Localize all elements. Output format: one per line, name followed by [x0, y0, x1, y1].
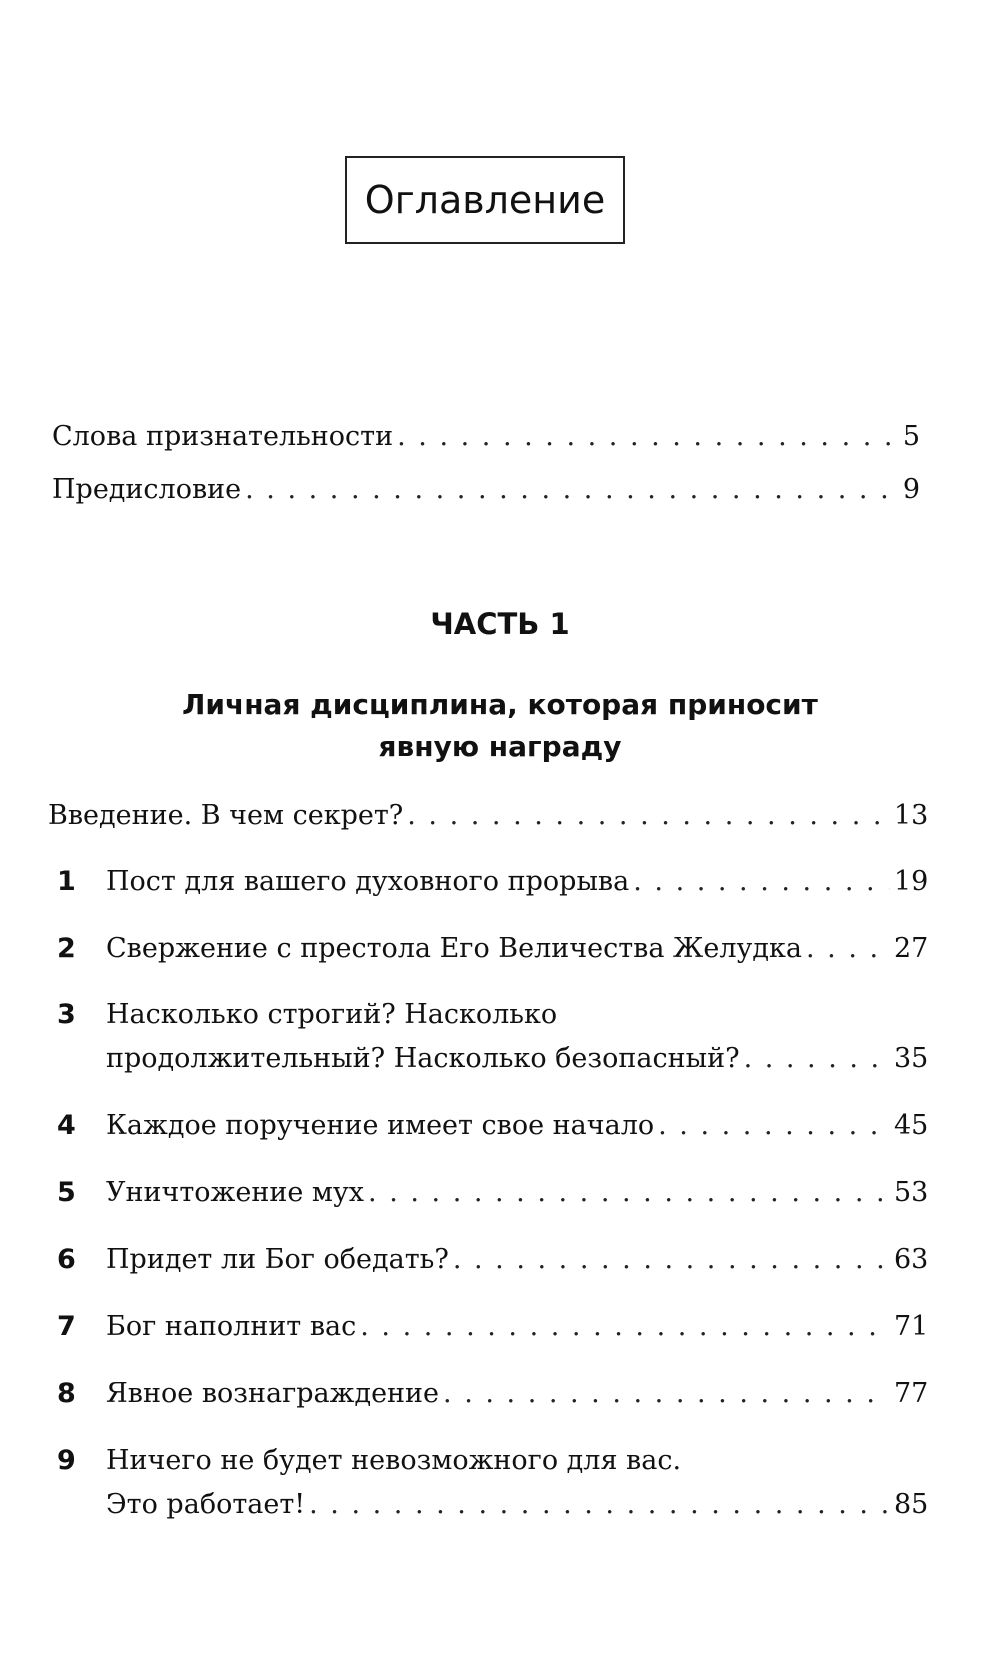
toc-entry-text: Каждое поручение имеет свое начало	[106, 1110, 655, 1141]
toc-leader-dots	[744, 1039, 890, 1079]
toc-leader-dots	[309, 1485, 890, 1525]
toc-page-number: 63	[894, 1244, 929, 1275]
toc-page-number: 45	[894, 1110, 929, 1141]
chapter-number: 3	[57, 999, 76, 1030]
toc-page-number: 77	[894, 1378, 929, 1409]
toc-entry-text: Предисловие	[52, 474, 242, 505]
chapter-number: 5	[57, 1177, 76, 1208]
toc-page-number: 35	[894, 1043, 929, 1074]
toc-entry-text-line-1: Насколько строгий? Насколько	[106, 999, 558, 1030]
toc-entry-text: Это работает!	[106, 1489, 306, 1520]
toc-entry-text: Придет ли Бог обедать?	[106, 1244, 449, 1275]
toc-page-number: 85	[894, 1489, 929, 1520]
chapter-number: 9	[57, 1445, 76, 1476]
chapter-number: 7	[57, 1311, 76, 1342]
toc-leader-dots	[453, 1240, 890, 1280]
toc-page-number: 71	[894, 1311, 929, 1342]
toc-page-number: 27	[894, 933, 929, 964]
part-label: ЧАСТЬ 1	[430, 607, 570, 641]
toc-entry-text: продолжительный? Насколько безопасный?	[106, 1043, 740, 1074]
chapter-number: 8	[57, 1378, 76, 1409]
toc-entry-text: Бог наполнит вас	[106, 1311, 357, 1342]
chapter-number: 1	[57, 866, 76, 897]
toc-leader-dots	[633, 862, 890, 902]
toc-title: Оглавление	[345, 156, 625, 244]
toc-entry-text: Явное вознаграждение	[106, 1378, 440, 1409]
toc-page-number: 19	[894, 866, 929, 897]
toc-entry-text: Свержение с престола Его Величества Желудка	[106, 933, 802, 964]
toc-leader-dots	[360, 1307, 890, 1347]
toc-leader-dots	[658, 1106, 890, 1146]
chapter-number: 6	[57, 1244, 76, 1275]
toc-entry-text-line-1: Ничего не будет невозможного для вас.	[106, 1445, 682, 1476]
toc-leader-dots	[443, 1374, 890, 1414]
toc-leader-dots	[368, 1173, 890, 1213]
toc-leader-dots	[397, 417, 890, 457]
part-title-line-2: явную награду	[378, 730, 622, 763]
toc-page-number: 9	[902, 474, 920, 505]
toc-entry-text: Введение. В чем секрет?	[48, 800, 404, 831]
toc-page-number: 13	[894, 800, 929, 831]
chapter-number: 2	[57, 933, 76, 964]
toc-leader-dots	[407, 796, 890, 836]
chapter-number: 4	[57, 1110, 76, 1141]
toc-page-number: 53	[894, 1177, 929, 1208]
toc-leader-dots	[245, 470, 890, 510]
toc-leader-dots	[806, 929, 890, 969]
toc-entry-text: Пост для вашего духовного прорыва	[106, 866, 630, 897]
toc-page-number: 5	[902, 421, 920, 452]
part-title-line-1: Личная дисциплина, которая приносит	[182, 688, 818, 721]
toc-entry-text: Уничтожение мух	[106, 1177, 365, 1208]
toc-entry-text: Слова признательности	[52, 421, 394, 452]
